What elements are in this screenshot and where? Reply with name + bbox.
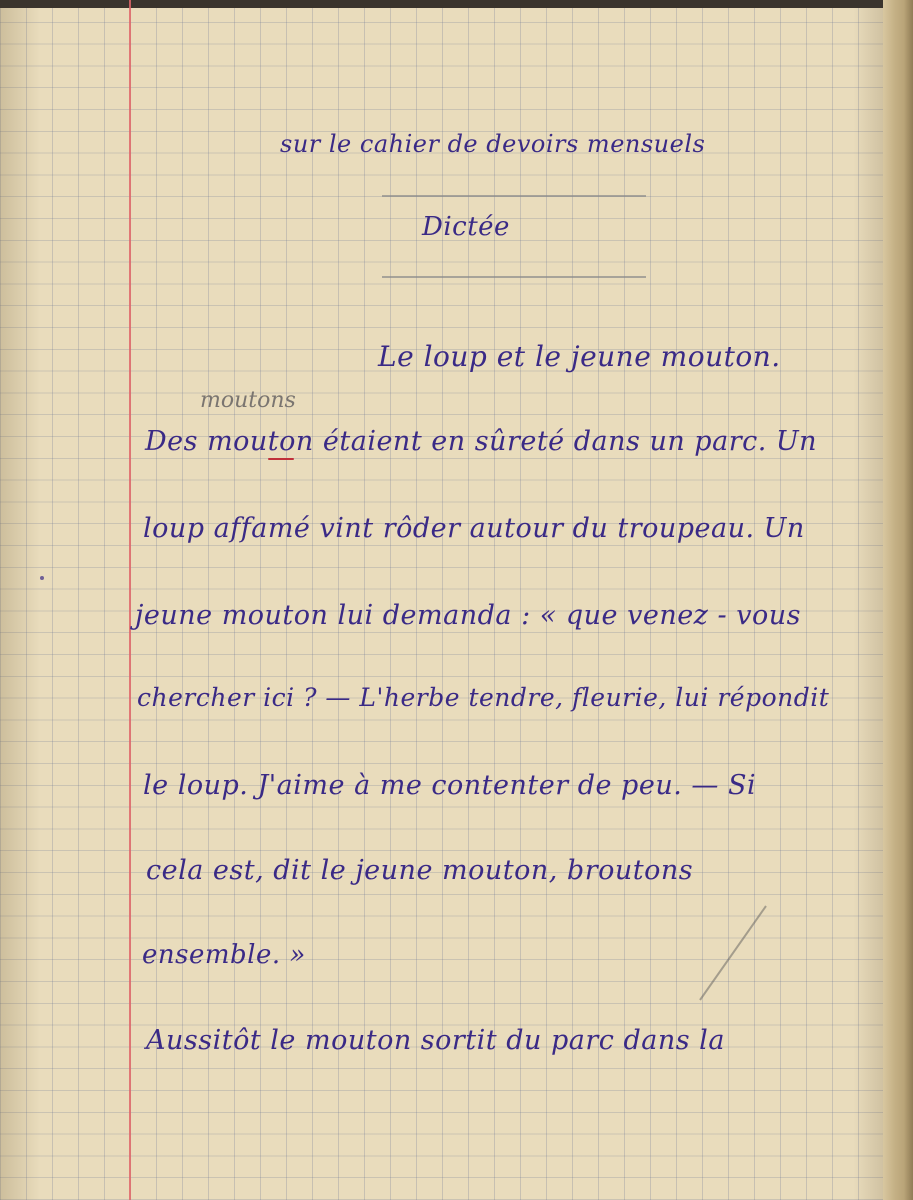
divider-bottom — [382, 276, 646, 278]
divider-top — [382, 195, 646, 197]
error-underline — [268, 458, 294, 460]
heading-dictee: Dictée — [422, 212, 510, 242]
pencil-stroke — [700, 906, 766, 1000]
dictation-line-3: jeune mouton lui demanda : « que venez - vous — [135, 600, 801, 631]
pencil-correction: moutons — [200, 388, 296, 413]
dictation-line-8: Aussitôt le mouton sortit du parc dans la — [146, 1025, 725, 1056]
page-right-edge — [883, 0, 913, 1200]
margin-line — [129, 0, 131, 1200]
dictation-line-1: Des mouton étaient en sûreté dans un parc. Un — [145, 426, 818, 457]
dictation-title: Le loup et le jeune mouton. — [378, 340, 781, 373]
dictation-line-4: chercher ici ? — L'herbe tendre, fleurie, lui répondit — [137, 683, 830, 712]
dictation-line-7: ensemble. » — [142, 940, 306, 970]
header-subtitle: sur le cahier de devoirs mensuels — [280, 130, 706, 158]
dictation-line-6: cela est, dit le jeune mouton, broutons — [146, 855, 694, 886]
ink-dot — [40, 576, 44, 580]
dictation-line-2: loup affamé vint rôder autour du troupeau. Un — [143, 513, 805, 544]
dictation-line-5: le loup. J'aime à me contenter de peu. — Si — [143, 770, 757, 801]
page-top-edge — [0, 0, 913, 8]
